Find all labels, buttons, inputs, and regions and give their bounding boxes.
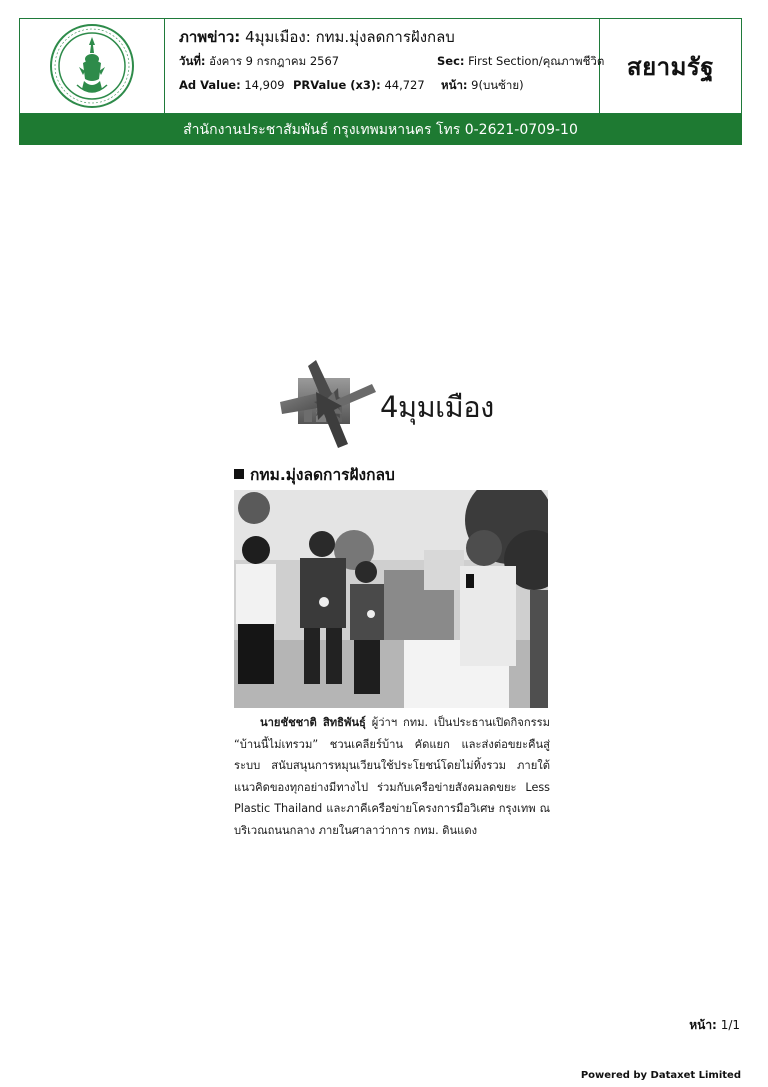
bma-seal-cell bbox=[20, 19, 165, 113]
contact-banner bbox=[19, 114, 742, 145]
column-name: 4มุมเมือง bbox=[380, 390, 494, 424]
title-label: ภาพข่าว: bbox=[179, 28, 241, 46]
news-photo bbox=[234, 490, 548, 708]
publication-name: สยามรัฐ bbox=[626, 52, 715, 81]
date-value: อังคาร 9 กรกฎาคม 2567 bbox=[209, 54, 340, 68]
page-indicator bbox=[689, 1016, 740, 1035]
bma-seal-icon bbox=[49, 23, 135, 109]
clipping-info bbox=[165, 19, 605, 113]
section-value: First Section/คุณภาพชีวิต bbox=[468, 54, 605, 68]
article-body bbox=[234, 712, 550, 841]
article-body-text: ผู้ว่าฯ กทม. เป็นประธานเปิดกิจกรรม “บ้านนี้ไม่เทรวม” ชวนเคลียร์บ้าน คัดแยก และส่งต่อขยะคืนสู่ระบบ สนับสนุนการหมุนเวียนใช้ประโยชน์โดยไม่ทิ้งรวม ภายใต้แนวคิดของทุกอย่างมีทางไป ร่วมกับเครือข่ายสังคมลดขยะ Less Plastic Thailand และภาคีเครือข่ายโครงการมือวิเศษ กรุงเทพ ณ บริเวณถนนกลาง ภายในศาลาว่าการ กทม. ดินแดง bbox=[234, 716, 551, 837]
ad-value-label: Ad Value: bbox=[179, 78, 241, 92]
bullet-square-icon bbox=[234, 469, 244, 479]
page-label: หน้า: bbox=[441, 78, 468, 92]
article-lead-name: นายชัชชาติ สิทธิพันธุ์ bbox=[260, 716, 366, 729]
article-headline bbox=[234, 462, 395, 487]
publication-cell bbox=[600, 19, 741, 113]
clipping-title-row bbox=[179, 27, 589, 47]
ad-value: 14,909 bbox=[244, 78, 285, 92]
date-section-row bbox=[179, 53, 605, 71]
footer-page-value: 1/1 bbox=[720, 1018, 740, 1032]
contact-banner-text: สำนักงานประชาสัมพันธ์ กรุงเทพมหานคร โทร 0-2621-0709-10 bbox=[183, 121, 578, 138]
date-label: วันที่: bbox=[179, 54, 206, 68]
pr-value-label: PRValue (x3): bbox=[293, 78, 381, 92]
section-label: Sec: bbox=[437, 54, 465, 68]
value-row bbox=[179, 77, 589, 95]
clipping-header bbox=[19, 18, 742, 114]
title-value: 4มุมเมือง: กทม.มุ่งลดการฝังกลบ bbox=[245, 28, 455, 46]
article-headline-text: กทม.มุ่งลดการฝังกลบ bbox=[250, 466, 395, 484]
pr-value: 44,727 bbox=[384, 78, 425, 92]
powered-by: Powered by Dataxet Limited bbox=[580, 1070, 741, 1081]
footer-page-label: หน้า: bbox=[689, 1018, 717, 1032]
page-value: 9(บนซ้าย) bbox=[471, 78, 524, 92]
